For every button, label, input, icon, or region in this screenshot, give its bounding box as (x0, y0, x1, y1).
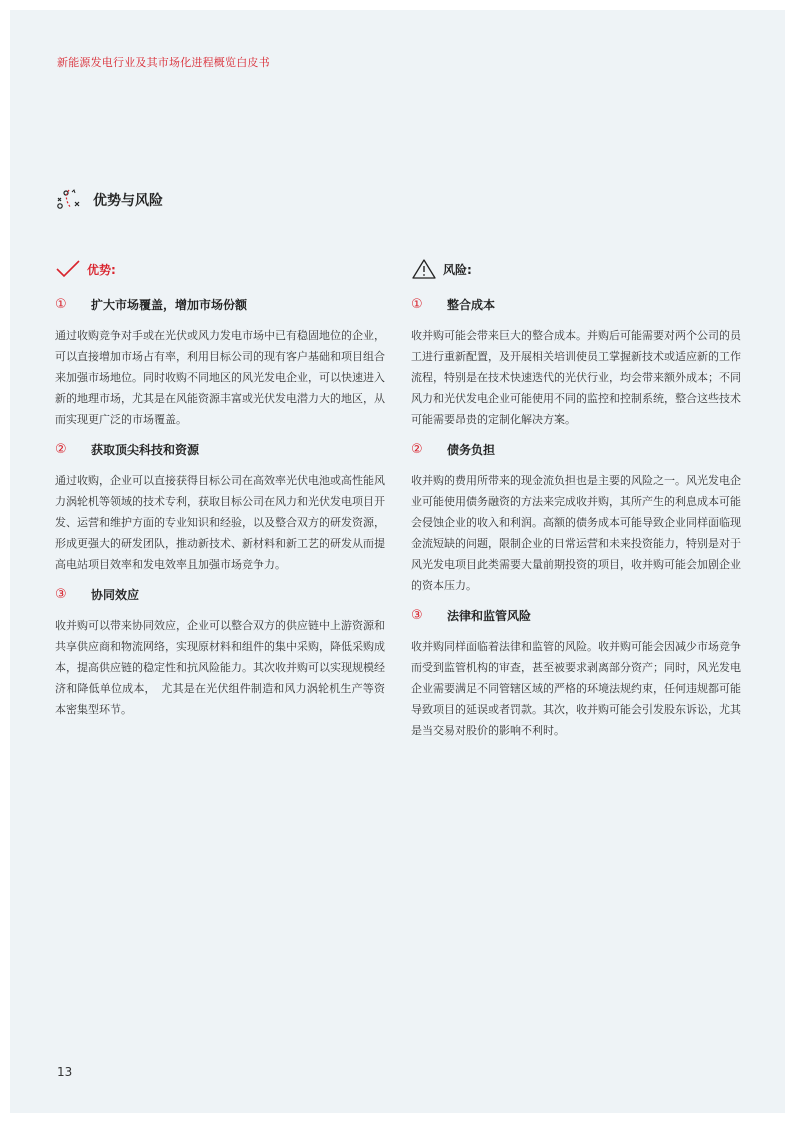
document-header-title: 新能源发电行业及其市场化进程概览白皮书 (57, 56, 270, 69)
item-title-text: 整合成本 (447, 297, 496, 312)
item-title-text: 获取顶尖科技和资源 (91, 442, 200, 457)
risk-item-text: 收并购可能会带来巨大的整合成本。并购后可能需要对两个公司的员工进行重新配置，及开展相关培训使员工掌握新技术或适应新的工作流程，特别是在技术快速迭代的光伏行业，均会带来额外成本；不同风力和光伏发电企业可能使用不同的监控和控制系统，整合这些技术可能需要昂贵的定制化解决方案。 (411, 329, 741, 426)
risk-item-title (411, 295, 741, 313)
section-title: 优势与风险 (93, 193, 163, 209)
advantages-column (55, 257, 385, 730)
advantages-heading (55, 257, 385, 281)
item-number: ② (411, 441, 423, 457)
item-title-text: 扩大市场覆盖，增加市场份额 (91, 297, 248, 312)
item-number: ① (55, 296, 67, 312)
risks-column (411, 257, 741, 751)
risks-label: 风险: (443, 262, 472, 277)
advantage-item-text: 收并购可以带来协同效应，企业可以整合双方的供应链中上游资源和共享供应商和物流网络，实现原材料和组件的集中采购，降低采购成本，提高供应链的稳定性和抗风险能力。其次收并购可以实现规模经济和降低单位成本， 尤其是在光伏组件制造和风力涡轮机生产等资本密集型环节。 (55, 619, 385, 716)
advantage-item-title (55, 440, 385, 458)
section-heading (55, 186, 163, 214)
item-title-text: 债务负担 (447, 442, 496, 457)
risk-item-title (411, 606, 741, 624)
advantage-item-text: 通过收购竞争对手或在光伏或风力发电市场中已有稳固地位的企业，可以直接增加市场占有率，利用目标公司的现有客户基础和项目组合来加强市场地位。同时收购不同地区的风光发电企业，可以快速进入新的地理市场，尤其是在风能资源丰富或光伏发电潜力大的地区，从而实现更广泛的市场覆盖。 (55, 329, 385, 426)
item-number: ① (411, 296, 423, 312)
item-title-text: 法律和监管风险 (447, 608, 532, 623)
item-number: ③ (411, 607, 423, 623)
advantage-item-title (55, 585, 385, 603)
warning-triangle-icon (411, 258, 437, 280)
strategy-play-icon (55, 186, 85, 214)
item-title-text: 协同效应 (91, 587, 140, 602)
page (10, 10, 785, 1113)
advantage-item-text: 通过收购，企业可以直接获得目标公司在高效率光伏电池或高性能风力涡轮机等领域的技术专利，获取目标公司在风力和光伏发电项目开发、运营和维护方面的专业知识和经验，以及整合双方的研发资源，形成更强大的研发团队，推动新技术、新材料和新工艺的研发从而提高电站项目效率和发电效率且加强市场竞争力。 (55, 474, 385, 571)
advantages-label: 优势: (87, 262, 116, 277)
checkmark-icon (55, 258, 81, 280)
item-number: ③ (55, 586, 67, 602)
risk-item-text: 收并购同样面临着法律和监管的风险。收并购可能会因减少市场竞争而受到监管机构的审查，甚至被要求剥离部分资产；同时，风光发电企业需要满足不同管辖区域的严格的环境法规约束，任何违规都可能导致项目的延误或者罚款。其次，收并购可能会引发股东诉讼，尤其是当交易对股价的影响不利时。 (411, 640, 741, 737)
advantage-item-title (55, 295, 385, 313)
page-number: 13 (57, 1065, 73, 1079)
item-number: ② (55, 441, 67, 457)
risk-item-title (411, 440, 741, 458)
risks-heading (411, 257, 741, 281)
risk-item-text: 收并购的费用所带来的现金流负担也是主要的风险之一。风光发电企业可能使用债务融资的方法来完成收并购，其所产生的利息成本可能会侵蚀企业的收入和利润。高额的债务成本可能导致企业同样面临现金流短缺的问题，限制企业的日常运营和未来投资能力，特别是对于风光发电项目此类需要大量前期投资的项目，收并购可能会加剧企业的资本压力。 (411, 474, 741, 592)
